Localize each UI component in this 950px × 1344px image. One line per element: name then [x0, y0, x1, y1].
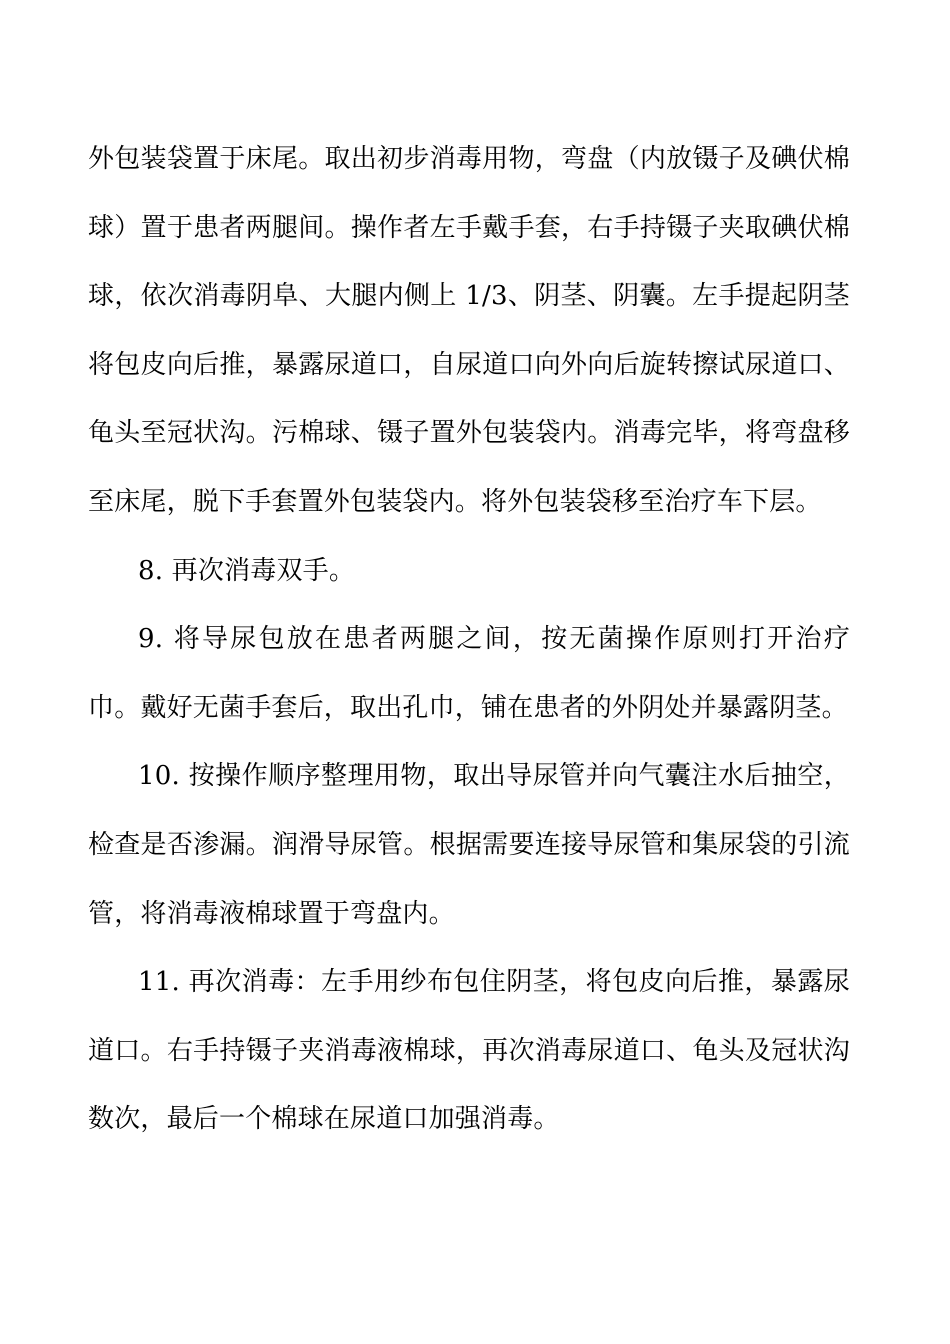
paragraph-step-8: 8. 再次消毒双手。	[138, 555, 356, 586]
paragraph-continuation: 外包装袋置于床尾。取出初步消毒用物，弯盘（内放镊子及碘伏棉球）置于患者两腿间。操作者左手戴手套，右手持镊子夹取碘伏棉球，依次消毒阴阜、大腿内侧上 1/3、阴茎、阴囊。左手提起阴茎将包皮向后推，暴露尿道口，自尿道口向外向后旋转擦试尿道口、龟头至冠状沟。污棉球、镊子置外包装袋内。消毒完毕，将弯盘移至床尾，脱下手套置外包装袋内。将外包装袋移至治疗车下层。	[88, 144, 850, 517]
paragraph-step-10: 10. 按操作顺序整理用物，取出导尿管并向气囊注水后抽空，检查是否渗漏。润滑导尿管。根据需要连接导尿管和集尿袋的引流管，将消毒液棉球置于弯盘内。	[88, 761, 850, 929]
document-page	[88, 125, 850, 1154]
paragraph-step-11: 11. 再次消毒：左手用纱布包住阴茎，将包皮向后推，暴露尿道口。右手持镊子夹消毒液棉球，再次消毒尿道口、龟头及冠状沟数次，最后一个棉球在尿道口加强消毒。	[88, 967, 850, 1135]
paragraph-step-9: 9. 将导尿包放在患者两腿之间，按无菌操作原则打开治疗巾。戴好无菌手套后，取出孔巾，铺在患者的外阴处并暴露阴茎。	[88, 624, 850, 723]
